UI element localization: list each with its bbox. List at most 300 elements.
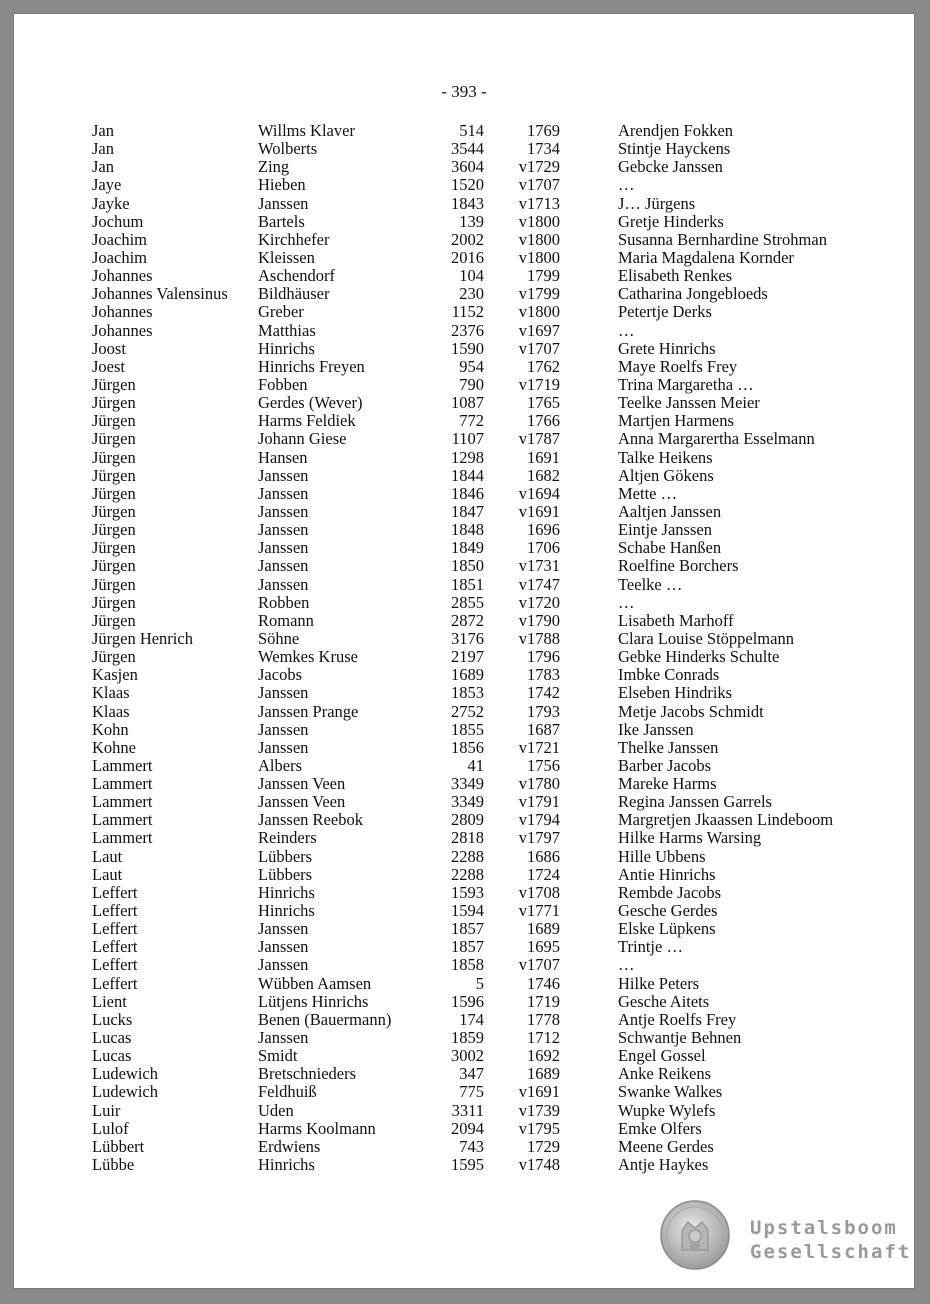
table-row xyxy=(14,465,914,483)
surname-cell: Gerdes (Wever) xyxy=(258,393,363,413)
year-cell: v1707 xyxy=(518,955,560,975)
entry-number-cell: 2016 xyxy=(451,247,484,267)
surname-cell: Hinrichs Freyen xyxy=(258,356,365,376)
first-name-cell: Lammert xyxy=(92,755,153,775)
table-row xyxy=(14,338,914,356)
table-row xyxy=(14,120,914,138)
table-row xyxy=(14,864,914,882)
first-name-cell: Luir xyxy=(92,1100,121,1120)
first-name-cell: Lammert xyxy=(92,810,153,830)
surname-cell: Janssen xyxy=(258,483,309,503)
year-cell: 1689 xyxy=(527,1064,560,1084)
surname-cell: Willms Klaver xyxy=(258,121,355,140)
first-name-cell: Leffert xyxy=(92,937,138,957)
table-row xyxy=(14,374,914,392)
table-row xyxy=(14,991,914,1009)
entry-number-cell: 514 xyxy=(459,121,484,140)
surname-cell: Janssen xyxy=(258,937,309,957)
year-cell: 1734 xyxy=(527,139,560,159)
surname-cell: Janssen xyxy=(258,556,309,576)
surname-cell: Harms Feldiek xyxy=(258,411,356,431)
spouse-name-cell: Grete Hinrichs xyxy=(618,338,716,358)
entry-number-cell: 954 xyxy=(459,356,484,376)
entry-number-cell: 1846 xyxy=(451,483,484,503)
first-name-cell: Jaye xyxy=(92,175,122,195)
year-cell: v1691 xyxy=(518,501,560,521)
spouse-name-cell: Maye Roelfs Frey xyxy=(618,356,738,376)
spouse-name-cell: Schabe Hanßen xyxy=(618,538,722,558)
first-name-cell: Johannes xyxy=(92,302,153,322)
table-row xyxy=(14,628,914,646)
surname-cell: Harms Koolmann xyxy=(258,1118,376,1138)
spouse-name-cell: Margretjen Jkaassen Lindeboom xyxy=(618,810,834,830)
register-table xyxy=(14,120,914,1175)
entry-number-cell: 1851 xyxy=(451,574,484,594)
entry-number-cell: 174 xyxy=(459,1009,484,1029)
table-row xyxy=(14,447,914,465)
entry-number-cell: 1849 xyxy=(451,538,484,558)
year-cell: v1721 xyxy=(518,737,560,757)
entry-number-cell: 1595 xyxy=(451,1155,484,1175)
table-row xyxy=(14,1027,914,1048)
year-cell: 1712 xyxy=(527,1028,560,1048)
spouse-name-cell: Susanna Bernhardine Strohman xyxy=(618,229,827,249)
first-name-cell: Jan xyxy=(92,157,114,177)
year-cell: 1783 xyxy=(527,665,560,685)
spouse-name-cell: Ike Janssen xyxy=(618,719,694,739)
entry-number-cell: 139 xyxy=(459,211,484,231)
year-cell: v1788 xyxy=(518,628,560,648)
first-name-cell: Ludewich xyxy=(92,1064,158,1084)
entry-number-cell: 3349 xyxy=(451,774,484,794)
surname-cell: Kirchhefer xyxy=(258,229,330,249)
year-cell: v1799 xyxy=(518,284,560,304)
surname-cell: Romann xyxy=(258,610,314,630)
entry-number-cell: 2002 xyxy=(451,229,484,249)
spouse-name-cell: Aaltjen Janssen xyxy=(618,501,722,521)
spouse-name-cell: Imbke Conrads xyxy=(618,665,720,685)
spouse-name-cell: Gebke Hinderks Schulte xyxy=(618,647,780,667)
spouse-name-cell: Antje Roelfs Frey xyxy=(618,1009,737,1029)
first-name-cell: Leffert xyxy=(92,955,138,975)
surname-cell: Bretschnieders xyxy=(258,1064,357,1084)
spouse-name-cell: Gretje Hinderks xyxy=(618,211,724,231)
surname-cell: Janssen xyxy=(258,574,309,594)
first-name-cell: Johannes xyxy=(92,320,153,340)
surname-cell: Janssen xyxy=(258,465,309,485)
first-name-cell: Lübbert xyxy=(92,1136,145,1156)
table-row xyxy=(14,283,914,304)
surname-cell: Benen (Bauermann) xyxy=(258,1009,392,1029)
first-name-cell: Leffert xyxy=(92,919,138,939)
entry-number-cell: 743 xyxy=(459,1136,484,1156)
first-name-cell: Lucas xyxy=(92,1028,132,1048)
spouse-name-cell: … xyxy=(618,955,635,975)
spouse-name-cell: Hilke Harms Warsing xyxy=(618,828,762,848)
first-name-cell: Jürgen xyxy=(92,483,136,503)
spouse-name-cell: Teelke Janssen Meier xyxy=(618,393,760,413)
page-number: - 393 - xyxy=(441,82,487,101)
entry-number-cell: 1087 xyxy=(451,393,484,413)
entry-number-cell: 1858 xyxy=(451,955,484,975)
first-name-cell: Lient xyxy=(92,991,127,1011)
spouse-name-cell: Antje Haykes xyxy=(618,1155,709,1175)
surname-cell: Janssen Prange xyxy=(258,701,359,721)
surname-cell: Wübben Aamsen xyxy=(258,973,372,993)
spouse-name-cell: Mareke Harms xyxy=(618,774,717,794)
surname-cell: Janssen Veen xyxy=(258,774,346,794)
entry-number-cell: 2288 xyxy=(451,846,484,866)
table-row xyxy=(14,936,914,957)
table-row xyxy=(14,682,914,703)
surname-cell: Hansen xyxy=(258,447,308,467)
surname-cell: Feldhuiß xyxy=(258,1082,317,1102)
surname-cell: Janssen xyxy=(258,955,309,975)
surname-cell: Kleissen xyxy=(258,247,315,267)
entry-number-cell: 2197 xyxy=(451,647,484,667)
year-cell: 1793 xyxy=(527,701,560,721)
table-row xyxy=(14,791,914,812)
first-name-cell: Lulof xyxy=(92,1118,129,1138)
seal-emblem-icon xyxy=(660,1200,730,1270)
surname-cell: Lübbers xyxy=(258,864,313,884)
first-name-cell: Jürgen xyxy=(92,556,136,576)
spouse-name-cell: Teelke … xyxy=(618,574,683,594)
first-name-cell: Jürgen xyxy=(92,393,136,413)
first-name-cell: Joost xyxy=(92,338,126,358)
year-cell: v1747 xyxy=(518,574,560,594)
entry-number-cell: 1853 xyxy=(451,683,484,703)
year-cell: 1742 xyxy=(527,683,560,703)
first-name-cell: Ludewich xyxy=(92,1082,158,1102)
entry-number-cell: 1855 xyxy=(451,719,484,739)
table-row xyxy=(14,918,914,939)
entry-number-cell: 2855 xyxy=(451,592,484,612)
first-name-cell: Johannes xyxy=(92,266,153,286)
entry-number-cell: 1596 xyxy=(451,991,484,1011)
first-name-cell: Joest xyxy=(92,356,125,376)
year-cell: v1713 xyxy=(518,193,560,213)
spouse-name-cell: Engel Gossel xyxy=(618,1046,706,1066)
table-row xyxy=(14,1045,914,1066)
year-cell: v1794 xyxy=(518,810,560,830)
surname-cell: Albers xyxy=(258,755,302,775)
year-cell: v1697 xyxy=(518,320,560,340)
surname-cell: Janssen xyxy=(258,501,309,521)
year-cell: 1769 xyxy=(527,121,560,140)
surname-cell: Hinrichs xyxy=(258,882,315,902)
first-name-cell: Jürgen xyxy=(92,501,136,521)
table-row xyxy=(14,719,914,737)
table-row xyxy=(14,954,914,975)
surname-cell: Aschendorf xyxy=(258,266,335,286)
spouse-name-cell: Rembde Jacobs xyxy=(618,882,722,902)
entry-number-cell: 775 xyxy=(459,1082,484,1102)
year-cell: v1708 xyxy=(518,882,560,902)
entry-number-cell: 790 xyxy=(459,374,484,394)
first-name-cell: Lucks xyxy=(92,1009,133,1029)
first-name-cell: Lübbe xyxy=(92,1155,135,1175)
entry-number-cell: 3349 xyxy=(451,792,484,812)
first-name-cell: Laut xyxy=(92,846,123,866)
first-name-cell: Lammert xyxy=(92,828,153,848)
table-row xyxy=(14,973,914,991)
table-row xyxy=(14,646,914,667)
table-row xyxy=(14,900,914,921)
entry-number-cell: 1152 xyxy=(451,302,484,322)
first-name-cell: Jürgen xyxy=(92,520,136,540)
table-row xyxy=(14,1136,914,1154)
table-row xyxy=(14,755,914,773)
surname-cell: Lübbers xyxy=(258,846,313,866)
table-row xyxy=(14,1118,914,1136)
entry-number-cell: 1689 xyxy=(451,665,484,685)
table-row xyxy=(14,356,914,374)
first-name-cell: Jürgen xyxy=(92,574,136,594)
year-cell: 1696 xyxy=(527,520,560,540)
surname-cell: Hinrichs xyxy=(258,1155,315,1175)
table-row xyxy=(14,610,914,628)
table-row xyxy=(14,1009,914,1027)
first-name-cell: Lammert xyxy=(92,792,153,812)
spouse-name-cell: Trintje … xyxy=(618,937,683,957)
year-cell: 1729 xyxy=(527,1136,560,1156)
table-row xyxy=(14,229,914,247)
spouse-name-cell: Gesche Gerdes xyxy=(618,901,718,921)
surname-cell: Greber xyxy=(258,302,304,322)
surname-cell: Bartels xyxy=(258,211,305,231)
first-name-cell: Leffert xyxy=(92,882,138,902)
surname-cell: Reinders xyxy=(258,828,317,848)
entry-number-cell: 3002 xyxy=(451,1046,484,1066)
entry-number-cell: 1847 xyxy=(451,501,484,521)
spouse-name-cell: Lisabeth Marhoff xyxy=(618,610,734,630)
first-name-cell: Jayke xyxy=(92,193,130,213)
table-row xyxy=(14,174,914,195)
surname-cell: Janssen Reebok xyxy=(258,810,363,830)
year-cell: v1787 xyxy=(518,429,560,449)
table-row xyxy=(14,501,914,519)
surname-cell: Hieben xyxy=(258,175,306,195)
entry-number-cell: 1856 xyxy=(451,737,484,757)
year-cell: 1687 xyxy=(527,719,560,739)
year-cell: v1694 xyxy=(518,483,560,503)
year-cell: 1799 xyxy=(527,266,560,286)
surname-cell: Janssen xyxy=(258,719,309,739)
year-cell: v1748 xyxy=(518,1155,560,1175)
year-cell: 1691 xyxy=(527,447,560,467)
surname-cell: Janssen Veen xyxy=(258,792,346,812)
spouse-name-cell: Eintje Janssen xyxy=(618,520,712,540)
entry-number-cell: 41 xyxy=(467,755,484,775)
surname-cell: Fobben xyxy=(258,374,308,394)
year-cell: v1800 xyxy=(518,247,560,267)
entry-number-cell: 2809 xyxy=(451,810,484,830)
first-name-cell: Kohne xyxy=(92,737,136,757)
entry-number-cell: 2872 xyxy=(451,610,484,630)
spouse-name-cell: Petertje Derks xyxy=(618,302,712,322)
entry-number-cell: 1593 xyxy=(451,882,484,902)
year-cell: v1707 xyxy=(518,338,560,358)
entry-number-cell: 3176 xyxy=(451,628,484,648)
spouse-name-cell: Elisabeth Renkes xyxy=(618,266,733,286)
brand-line-2: Gesellschaft xyxy=(750,1241,912,1263)
spouse-name-cell: Arendjen Fokken xyxy=(618,121,734,140)
surname-cell: Janssen xyxy=(258,1028,309,1048)
table-row xyxy=(14,664,914,685)
first-name-cell: Jürgen xyxy=(92,465,136,485)
year-cell: 1689 xyxy=(527,919,560,939)
first-name-cell: Jürgen xyxy=(92,429,136,449)
entry-number-cell: 1298 xyxy=(451,447,484,467)
entry-number-cell: 1859 xyxy=(451,1028,484,1048)
table-row xyxy=(14,574,914,592)
surname-cell: Janssen xyxy=(258,520,309,540)
surname-cell: Hinrichs xyxy=(258,338,315,358)
first-name-cell: Jürgen xyxy=(92,592,136,612)
spouse-name-cell: Hille Ubbens xyxy=(618,846,706,866)
document-page xyxy=(14,14,914,1288)
surname-cell: Robben xyxy=(258,592,310,612)
table-row xyxy=(14,1063,914,1084)
entry-number-cell: 3311 xyxy=(451,1100,484,1120)
spouse-name-cell: Trina Margaretha … xyxy=(618,374,754,394)
year-cell: v1720 xyxy=(518,592,560,612)
spouse-name-cell: Talke Heikens xyxy=(618,447,713,467)
surname-cell: Janssen xyxy=(258,193,309,213)
year-cell: 1686 xyxy=(527,846,560,866)
entry-number-cell: 230 xyxy=(459,284,484,304)
surname-cell: Lütjens Hinrichs xyxy=(258,991,369,1011)
spouse-name-cell: … xyxy=(618,592,635,612)
year-cell: 1766 xyxy=(527,411,560,431)
entry-number-cell: 1848 xyxy=(451,520,484,540)
spouse-name-cell: Elseben Hindriks xyxy=(618,683,733,703)
first-name-cell: Laut xyxy=(92,864,123,884)
year-cell: v1797 xyxy=(518,828,560,848)
first-name-cell: Lucas xyxy=(92,1046,132,1066)
spouse-name-cell: J… Jürgens xyxy=(618,193,696,213)
first-name-cell: Jürgen xyxy=(92,610,136,630)
surname-cell: Bildhäuser xyxy=(258,284,330,304)
first-name-cell: Joachim xyxy=(92,229,147,249)
entry-number-cell: 1844 xyxy=(451,465,484,485)
table-row xyxy=(14,773,914,794)
spouse-name-cell: Metje Jacobs Schmidt xyxy=(618,701,764,721)
surname-cell: Zing xyxy=(258,157,290,177)
year-cell: v1729 xyxy=(518,157,560,177)
spouse-name-cell: Regina Janssen Garrels xyxy=(618,792,772,812)
spouse-name-cell: Clara Louise Stöppelmann xyxy=(618,628,794,648)
entry-number-cell: 1107 xyxy=(451,429,484,449)
first-name-cell: Klaas xyxy=(92,701,130,721)
year-cell: v1800 xyxy=(518,211,560,231)
surname-cell: Janssen xyxy=(258,919,309,939)
surname-cell: Janssen xyxy=(258,683,309,703)
spouse-name-cell: Gesche Aitets xyxy=(618,991,710,1011)
first-name-cell: Jürgen xyxy=(92,647,136,667)
year-cell: v1731 xyxy=(518,556,560,576)
entry-number-cell: 3604 xyxy=(451,157,484,177)
brand-line-1: Upstalsboom xyxy=(750,1217,898,1239)
surname-cell: Matthias xyxy=(258,320,316,340)
table-row xyxy=(14,410,914,431)
year-cell: v1771 xyxy=(518,901,560,921)
entry-number-cell: 2094 xyxy=(451,1118,484,1138)
table-row xyxy=(14,592,914,610)
entry-number-cell: 2376 xyxy=(451,320,484,340)
surname-cell: Erdwiens xyxy=(258,1136,321,1156)
spouse-name-cell: Anna Margarertha Esselmann xyxy=(618,429,815,449)
year-cell: v1790 xyxy=(518,610,560,630)
first-name-cell: Leffert xyxy=(92,973,138,993)
first-name-cell: Jürgen xyxy=(92,374,136,394)
surname-cell: Janssen xyxy=(258,538,309,558)
first-name-cell: Joachim xyxy=(92,247,147,267)
entry-number-cell: 1594 xyxy=(451,901,484,921)
table-row xyxy=(14,138,914,159)
first-name-cell: Jan xyxy=(92,139,114,159)
table-row xyxy=(14,156,914,177)
spouse-name-cell: Swanke Walkes xyxy=(618,1082,723,1102)
spouse-name-cell: Roelfine Borchers xyxy=(618,556,739,576)
year-cell: 1762 xyxy=(527,356,560,376)
spouse-name-cell: … xyxy=(618,175,635,195)
table-row xyxy=(14,737,914,755)
spouse-name-cell: Mette … xyxy=(618,483,678,503)
spouse-name-cell: Maria Magdalena Kornder xyxy=(618,247,794,267)
table-row xyxy=(14,428,914,449)
first-name-cell: Jürgen xyxy=(92,447,136,467)
spouse-name-cell: Schwantje Behnen xyxy=(618,1028,742,1048)
entry-number-cell: 5 xyxy=(475,973,484,993)
surname-cell: Wemkes Kruse xyxy=(258,647,358,667)
entry-number-cell: 1520 xyxy=(451,175,484,195)
spouse-name-cell: Antie Hinrichs xyxy=(618,864,716,884)
entry-number-cell: 1857 xyxy=(451,937,484,957)
table-row xyxy=(14,827,914,848)
year-cell: v1739 xyxy=(518,1100,560,1120)
table-row xyxy=(14,537,914,558)
table-row xyxy=(14,392,914,413)
year-cell: 1778 xyxy=(527,1009,560,1029)
table-row xyxy=(14,211,914,229)
spouse-name-cell: Emke Olfers xyxy=(618,1118,702,1138)
entry-number-cell: 1843 xyxy=(451,193,484,213)
year-cell: v1691 xyxy=(518,1082,560,1102)
entry-number-cell: 2818 xyxy=(451,828,484,848)
first-name-cell: Kasjen xyxy=(92,665,138,685)
table-row xyxy=(14,1081,914,1102)
year-cell: 1724 xyxy=(527,864,560,884)
table-row xyxy=(14,519,914,540)
year-cell: v1719 xyxy=(518,374,560,394)
first-name-cell: Lammert xyxy=(92,774,153,794)
year-cell: 1695 xyxy=(527,937,560,957)
surname-cell: Hinrichs xyxy=(258,901,315,921)
year-cell: v1780 xyxy=(518,774,560,794)
first-name-cell: Johannes Valensinus xyxy=(92,284,228,304)
first-name-cell: Leffert xyxy=(92,901,138,921)
table-row xyxy=(14,320,914,338)
surname-cell: Söhne xyxy=(258,628,300,648)
first-name-cell: Jan xyxy=(92,121,114,140)
spouse-name-cell: Catharina Jongebloeds xyxy=(618,284,768,304)
table-row xyxy=(14,1154,914,1175)
spouse-name-cell: Anke Reikens xyxy=(618,1064,712,1084)
table-row xyxy=(14,846,914,864)
spouse-name-cell: … xyxy=(618,320,635,340)
